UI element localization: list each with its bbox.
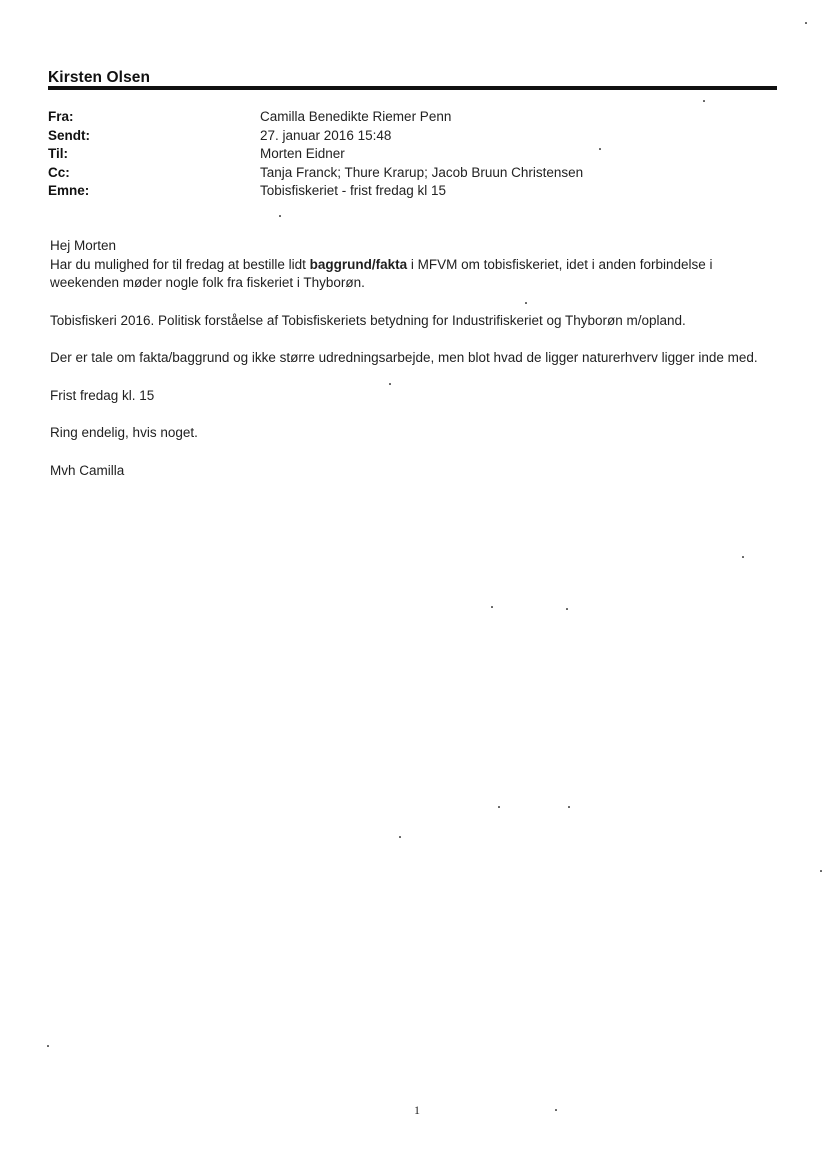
email-body (50, 237, 780, 480)
page-number: 1 (414, 1103, 420, 1117)
email-headers (48, 108, 768, 201)
sent-label: Sendt: (48, 127, 90, 143)
scan-speck (703, 100, 705, 102)
body-paragraph-4: Frist fredag kl. 15 (50, 387, 155, 403)
signoff: Mvh Camilla (50, 462, 125, 478)
scan-speck (279, 215, 281, 217)
scan-speck (399, 836, 401, 838)
header-row-from (48, 108, 768, 127)
p1-bold-text: baggrund/fakta (309, 256, 408, 272)
scan-speck (498, 806, 500, 808)
scan-speck (805, 22, 807, 24)
scan-speck (566, 608, 568, 610)
scan-speck (568, 806, 570, 808)
scan-speck (599, 148, 601, 150)
sent-value: 27. januar 2016 15:48 (260, 127, 392, 143)
p1-text-after: i MFVM om tobisfiskeriet, idet i anden forbindelse i weekenden møder nogle folk fra fiskeriet i Thyborøn. (50, 256, 713, 290)
from-label: Fra: (48, 109, 74, 124)
cc-label: Cc: (48, 164, 70, 180)
header-rule (48, 86, 777, 90)
body-paragraph-3: Der er tale om fakta/baggrund og ikke større udredningsarbejde, men blot hvad de ligger naturerhverv ligger inde med. (50, 350, 758, 365)
header-row-cc (48, 164, 768, 183)
scan-speck (742, 556, 744, 558)
scan-speck (820, 870, 822, 872)
greeting: Hej Morten (50, 238, 117, 253)
scan-speck (389, 383, 391, 385)
scan-speck (555, 1109, 557, 1111)
subject-label: Emne: (48, 183, 90, 198)
subject-value: Tobisfiskeriet - frist fredag kl 15 (260, 183, 447, 198)
body-paragraph-2: Tobisfiskeri 2016. Politisk forståelse af Tobisfiskeriets betydning for Industrifiskeriet og Thyborøn m/opland. (50, 312, 686, 328)
header-row-to (48, 145, 768, 164)
scan-speck (47, 1045, 49, 1047)
header-row-subject (48, 182, 768, 201)
cc-value: Tanja Franck; Thure Krarup; Jacob Bruun Christensen (260, 164, 584, 180)
scan-speck (525, 302, 527, 304)
scan-speck (491, 606, 493, 608)
body-paragraph-5: Ring endelig, hvis noget. (50, 425, 198, 440)
to-value: Morten Eidner (260, 146, 345, 161)
sender-name: Kirsten Olsen (48, 69, 151, 86)
header-row-sent (48, 127, 768, 146)
to-label: Til: (48, 146, 68, 161)
p1-text-before: Har du mulighed for til fredag at bestille lidt (50, 256, 310, 272)
body-paragraph-1 (50, 256, 780, 293)
from-value: Camilla Benedikte Riemer Penn (260, 109, 452, 124)
